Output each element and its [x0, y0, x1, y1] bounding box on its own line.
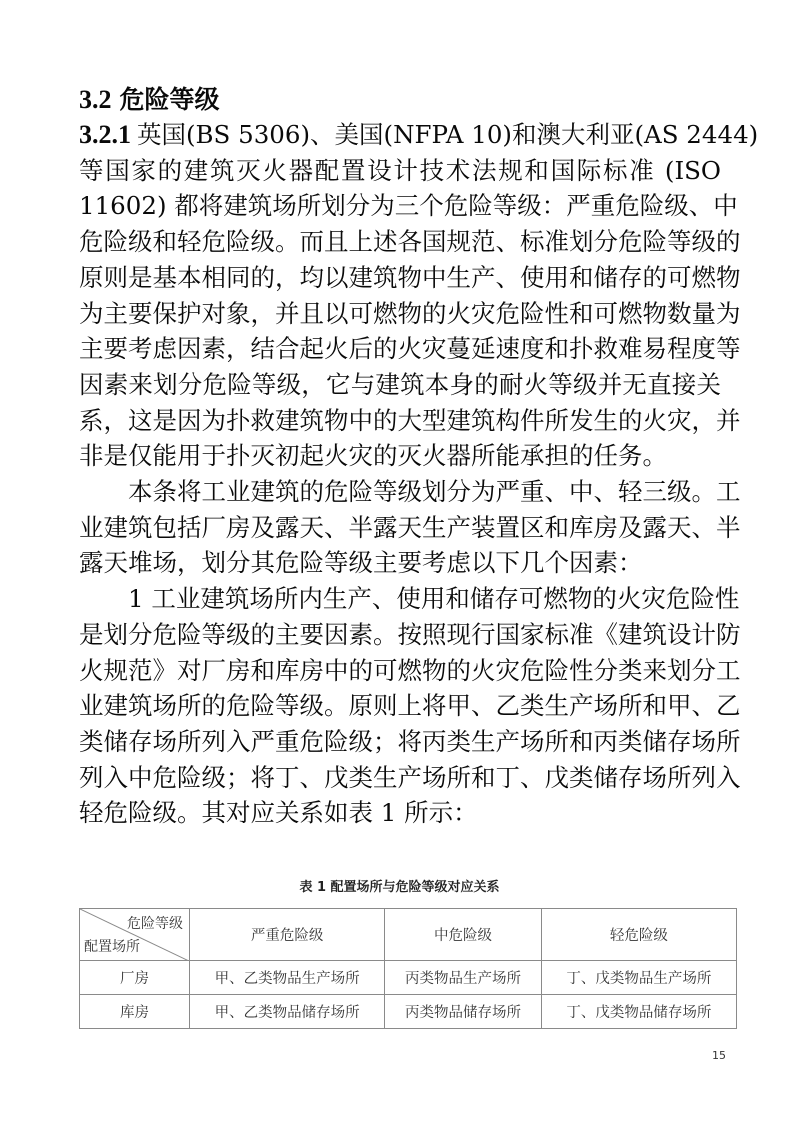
header-medium: 中危险级: [385, 909, 541, 961]
paragraph-3-line-5: 类储存场所列入严重危险级；将丙类生产场所和丙类储存场所: [79, 726, 741, 756]
paragraph-1-line-7: 主要考虑因素，结合起火后的火灾蔓延速度和扑救难易程度等: [79, 334, 741, 364]
paragraph-2-line-3: 露天堆场，划分其危险等级主要考虑以下几个因素：: [79, 548, 643, 578]
paragraph-3-line-2: 是划分危险等级的主要因素。按照现行国家标准《建筑设计防: [79, 619, 741, 649]
paragraph-1-line-3: 11602) 都将建筑场所划分为三个危险等级：严重危险级、中: [79, 191, 738, 221]
row-label: 库房: [80, 995, 190, 1029]
paragraph-1-line-8: 因素来划分危险等级，它与建筑本身的耐火等级并无直接关: [79, 369, 721, 399]
table-cell: 甲、乙类物品生产场所: [190, 961, 385, 995]
clause-number: 3.2.1: [79, 120, 131, 149]
paragraph-2-line-1: 本条将工业建筑的危险等级划分为严重、中、轻三级。工: [128, 477, 741, 507]
hazard-grade-table: [79, 908, 737, 1029]
table-row: [80, 995, 737, 1029]
paragraph-1-line-10: 非是仅能用于扑灭初起火灾的灭火器所能承担的任务。: [79, 441, 667, 471]
corner-label-place: 配置场所: [84, 939, 140, 955]
row-label: 厂房: [80, 961, 190, 995]
page-number: 15: [712, 1049, 726, 1062]
table-cell: 丁、戊类物品生产场所: [541, 961, 736, 995]
table-header-row: [80, 909, 737, 961]
paragraph-1-line-4: 危险级和轻危险级。而且上述各国规范、标准划分危险等级的: [79, 227, 741, 257]
section-number: 3.2: [79, 85, 112, 114]
paragraph-3-line-3: 火规范》对厂房和库房中的可燃物的火灾危险性分类来划分工: [79, 655, 741, 685]
header-light: 轻危险级: [541, 909, 736, 961]
paragraph-1-line-1: 3.2.1 英国(BS 5306)、美国(NFPA 10)和澳大利亚(AS 2444): [79, 120, 759, 149]
paragraph-1-line-5: 原则是基本相同的，均以建筑物中生产、使用和储存的可燃物: [79, 262, 741, 292]
corner-label-hazard-grade: 危险等级: [127, 916, 183, 932]
table-cell: 丙类物品储存场所: [385, 995, 541, 1029]
paragraph-3-line-7: 轻危险级。其对应关系如表 1 所示：: [79, 798, 478, 828]
table-cell: 丁、戊类物品储存场所: [541, 995, 736, 1029]
body-text: [79, 117, 759, 831]
section-heading: [79, 82, 220, 118]
paragraph-3-line-4: 业建筑场所的危险等级。原则上将甲、乙类生产场所和甲、乙: [79, 691, 741, 721]
paragraph-2-line-2: 业建筑包括厂房及露天、半露天生产装置区和库房及露天、半: [79, 512, 741, 542]
table-row: [80, 961, 737, 995]
paragraph-3-line-1: 1 工业建筑场所内生产、使用和储存可燃物的火灾危险性: [128, 584, 740, 614]
paragraph-1-line-9: 系，这是因为扑救建筑物中的大型建筑构件所发生的火灾，并: [79, 405, 741, 435]
section-title: 危险等级: [119, 85, 220, 114]
paragraph-3-line-6: 列入中危险级；将丁、戊类生产场所和丁、戊类储存场所列入: [79, 762, 741, 792]
table-corner-cell: [80, 909, 190, 961]
paragraph-1-line-2: 等国家的建筑灭火器配置设计技术法规和国际标准 (ISO: [79, 155, 721, 185]
table-caption: 表 1 配置场所与危险等级对应关系: [299, 880, 500, 895]
table-cell: 丙类物品生产场所: [385, 961, 541, 995]
table-cell: 甲、乙类物品储存场所: [190, 995, 385, 1029]
paragraph-1-line-6: 为主要保护对象，并且以可燃物的火灾危险性和可燃物数量为: [79, 298, 741, 328]
header-severe: 严重危险级: [190, 909, 385, 961]
